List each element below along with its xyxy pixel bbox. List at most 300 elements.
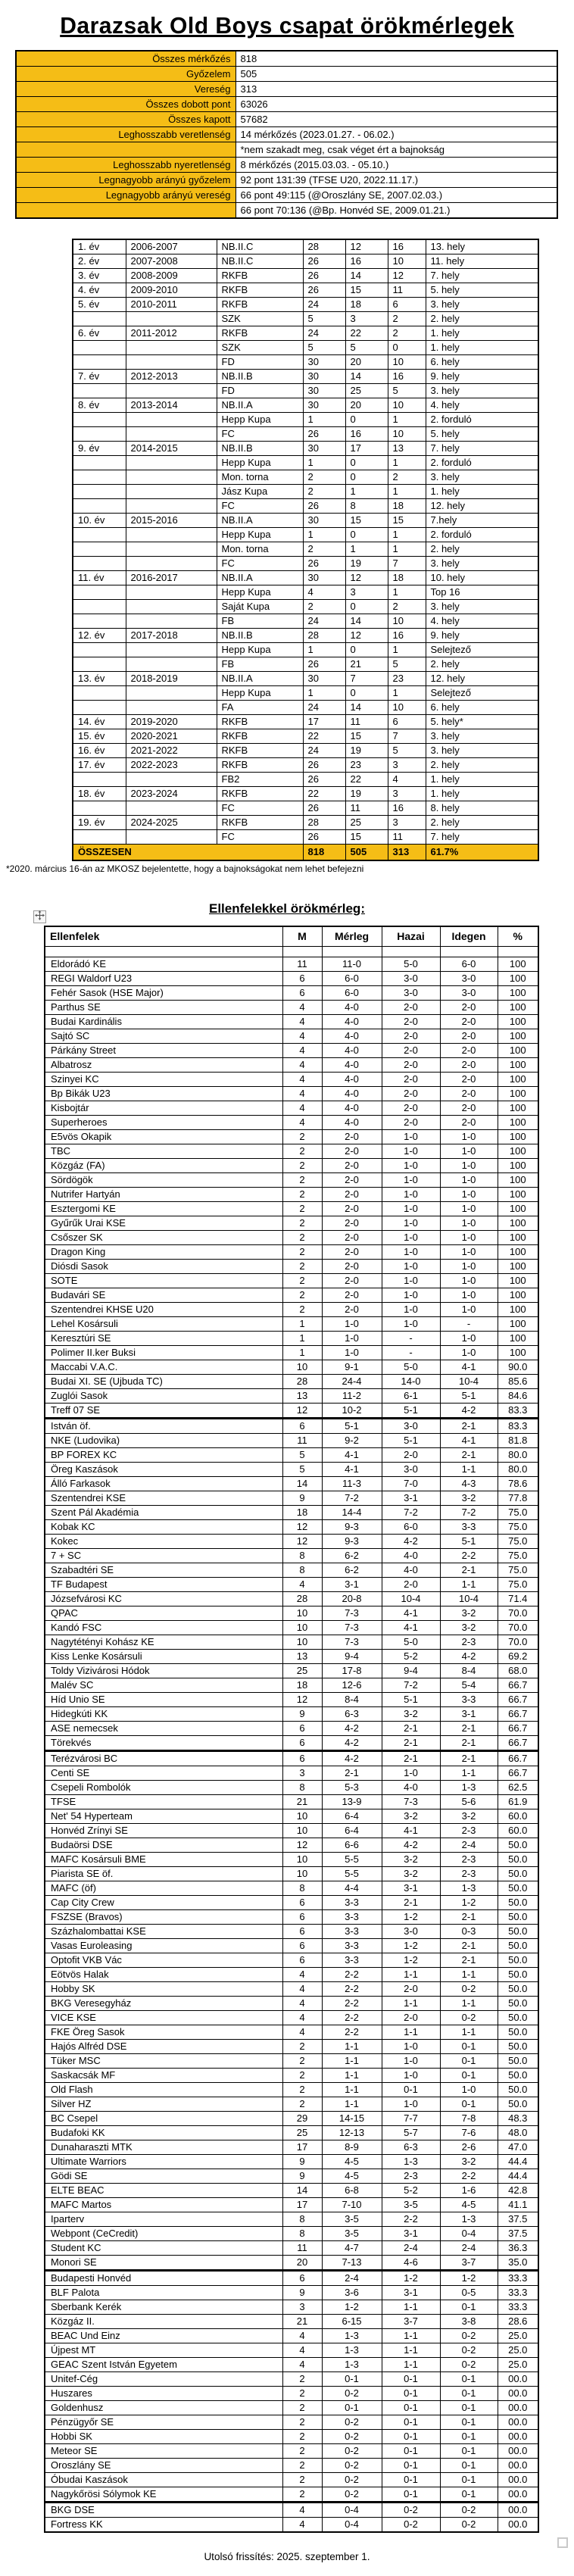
opponent-away: 2-0 bbox=[440, 1058, 498, 1073]
opponent-name: Csepeli Rombolók bbox=[45, 1781, 282, 1795]
opponent-name: Old Flash bbox=[45, 2083, 282, 2097]
summary-value: 505 bbox=[236, 67, 557, 82]
opponent-away: 0-1 bbox=[440, 2372, 498, 2387]
season-place: 9. hely bbox=[426, 370, 538, 384]
season-place: 2. hely bbox=[426, 758, 538, 773]
season-span bbox=[126, 801, 217, 816]
season-year bbox=[73, 355, 126, 370]
opponent-percent: 50.0 bbox=[498, 1953, 538, 1968]
summary-value: 8 mérkőzés (2015.03.03. - 05.10.) bbox=[236, 158, 557, 173]
opponent-name: Budapesti Honvéd bbox=[45, 2271, 282, 2286]
opponent-row bbox=[45, 1101, 538, 1116]
opponent-record: 4-0 bbox=[322, 1044, 382, 1058]
opponent-record: 20-8 bbox=[322, 1592, 382, 1606]
opponent-record: 5-3 bbox=[322, 1781, 382, 1795]
opponent-record: 12-13 bbox=[322, 2126, 382, 2140]
season-year bbox=[73, 413, 126, 427]
opponent-away: 0-1 bbox=[440, 2444, 498, 2459]
opponent-home: 3-1 bbox=[382, 1491, 440, 1506]
opponent-home: 3-2 bbox=[382, 1809, 440, 1824]
season-span: 2013-2014 bbox=[126, 398, 217, 413]
opponent-name: FKE Öreg Sasok bbox=[45, 2025, 282, 2040]
season-row bbox=[73, 557, 538, 571]
season-year bbox=[73, 801, 126, 816]
season-wins: 22 bbox=[345, 326, 388, 341]
opponent-record: 6-4 bbox=[322, 1809, 382, 1824]
opponent-percent: 25.0 bbox=[498, 2343, 538, 2358]
season-competition: RKFB bbox=[217, 269, 303, 283]
opponent-record: 6-15 bbox=[322, 2315, 382, 2329]
opponent-record: 4-0 bbox=[322, 1101, 382, 1116]
season-wins: 1 bbox=[345, 485, 388, 499]
opponent-record: 2-2 bbox=[322, 2025, 382, 2040]
opponent-row bbox=[45, 2198, 538, 2212]
opponent-home: 0-1 bbox=[382, 2415, 440, 2430]
opponent-row bbox=[45, 1506, 538, 1520]
season-span bbox=[126, 557, 217, 571]
season-wins: 3 bbox=[345, 585, 388, 600]
opponent-record: 7-2 bbox=[322, 1491, 382, 1506]
opponent-matches: 2 bbox=[282, 2487, 322, 2503]
opponent-percent: 100 bbox=[498, 1173, 538, 1188]
opponent-name: Gödi SE bbox=[45, 2169, 282, 2184]
opponent-matches: 2 bbox=[282, 1245, 322, 1260]
opponent-percent: 100 bbox=[498, 1159, 538, 1173]
opponent-away: 1-0 bbox=[440, 1173, 498, 1188]
opponent-percent: 75.0 bbox=[498, 1578, 538, 1592]
blank-cell bbox=[498, 947, 538, 957]
opponent-matches: 4 bbox=[282, 1997, 322, 2011]
season-year bbox=[73, 470, 126, 485]
season-matches: 26 bbox=[303, 657, 345, 672]
season-wins: 15 bbox=[345, 283, 388, 298]
opponent-name: Zuglói Sasok bbox=[45, 1389, 282, 1404]
season-wins: 12 bbox=[345, 629, 388, 643]
opponent-name: Sberbank Kerék bbox=[45, 2300, 282, 2315]
opponent-away: 7-8 bbox=[440, 2112, 498, 2126]
season-matches: 30 bbox=[303, 398, 345, 413]
opponent-home: 2-0 bbox=[382, 2011, 440, 2025]
season-wins: 0 bbox=[345, 470, 388, 485]
opponent-matches: 4 bbox=[282, 2011, 322, 2025]
opponent-percent: 66.7 bbox=[498, 1678, 538, 1693]
opponent-percent: 68.0 bbox=[498, 1664, 538, 1678]
opponent-home: 3-0 bbox=[382, 1419, 440, 1434]
opponent-away: 2-4 bbox=[440, 2241, 498, 2256]
season-wins: 20 bbox=[345, 355, 388, 370]
opponent-percent: 00.0 bbox=[498, 2473, 538, 2487]
opponent-name: TFSE bbox=[45, 1795, 282, 1809]
opponent-row bbox=[45, 2473, 538, 2487]
opponent-matches: 29 bbox=[282, 2112, 322, 2126]
season-place: 10. hely bbox=[426, 571, 538, 585]
opponent-percent: 75.0 bbox=[498, 1535, 538, 1549]
opponent-name: Cap City Crew bbox=[45, 1896, 282, 1910]
opponent-record: 5-1 bbox=[322, 1419, 382, 1434]
season-losses: 16 bbox=[388, 239, 426, 254]
season-losses: 10 bbox=[388, 614, 426, 629]
season-wins: 23 bbox=[345, 758, 388, 773]
opponent-record: 1-2 bbox=[322, 2300, 382, 2315]
season-competition: RKFB bbox=[217, 758, 303, 773]
season-matches: 4 bbox=[303, 585, 345, 600]
opponent-home: 1-0 bbox=[382, 1130, 440, 1144]
season-place: 3. hely bbox=[426, 729, 538, 744]
season-span bbox=[126, 355, 217, 370]
opponent-row bbox=[45, 2286, 538, 2300]
season-losses: 1 bbox=[388, 413, 426, 427]
opponents-blank-row bbox=[45, 947, 538, 957]
opponent-percent: 100 bbox=[498, 1188, 538, 1202]
opponent-record: 4-4 bbox=[322, 1881, 382, 1896]
opponent-row bbox=[45, 2459, 538, 2473]
opponent-name: Dragon King bbox=[45, 1245, 282, 1260]
opponent-name: Malév SC bbox=[45, 1678, 282, 1693]
season-place: 3. hely bbox=[426, 470, 538, 485]
opponent-percent: 70.0 bbox=[498, 1621, 538, 1635]
season-year: 12. év bbox=[73, 629, 126, 643]
season-span: 2010-2011 bbox=[126, 298, 217, 312]
season-year: 4. év bbox=[73, 283, 126, 298]
opponent-name: Hajós Alfréd DSE bbox=[45, 2040, 282, 2054]
opponent-away: 1-0 bbox=[440, 1245, 498, 1260]
opponent-home: 0-2 bbox=[382, 2503, 440, 2518]
opponent-record: 6-2 bbox=[322, 1563, 382, 1578]
opponent-record: 1-0 bbox=[322, 1317, 382, 1332]
opponent-away: 0-1 bbox=[440, 2387, 498, 2401]
opponent-row bbox=[45, 1448, 538, 1463]
season-losses: 18 bbox=[388, 571, 426, 585]
opponent-away: 2-2 bbox=[440, 2169, 498, 2184]
opponent-record: 2-2 bbox=[322, 2011, 382, 2025]
season-year bbox=[73, 686, 126, 701]
opponent-away: 1-6 bbox=[440, 2184, 498, 2198]
opponent-away: 0-1 bbox=[440, 2069, 498, 2083]
opponent-home: 1-1 bbox=[382, 1968, 440, 1982]
opponent-record: 2-0 bbox=[322, 1216, 382, 1231]
opponent-percent: 100 bbox=[498, 1260, 538, 1274]
opponent-name: Nutrifer Hartyán bbox=[45, 1188, 282, 1202]
opponent-name: Szabadtéri SE bbox=[45, 1563, 282, 1578]
opponent-matches: 4 bbox=[282, 2025, 322, 2040]
opponent-record: 4-5 bbox=[322, 2169, 382, 2184]
opponent-away: 1-1 bbox=[440, 1968, 498, 1982]
season-year: 7. év bbox=[73, 370, 126, 384]
opponent-away: 1-0 bbox=[440, 1202, 498, 1216]
opponent-row bbox=[45, 1953, 538, 1968]
opponent-percent: 100 bbox=[498, 957, 538, 972]
opponent-record: 0-2 bbox=[322, 2444, 382, 2459]
opponent-name: TF Budapest bbox=[45, 1578, 282, 1592]
season-losses: 11 bbox=[388, 830, 426, 845]
season-place: 2. hely bbox=[426, 542, 538, 557]
opponent-away: 7-2 bbox=[440, 1506, 498, 1520]
opponent-home: 1-1 bbox=[382, 2329, 440, 2343]
opponent-away: 5-4 bbox=[440, 1678, 498, 1693]
season-span: 2015-2016 bbox=[126, 514, 217, 528]
opponent-row bbox=[45, 1001, 538, 1015]
summary-label: Összes mérkőzés bbox=[16, 51, 236, 67]
opponent-row bbox=[45, 972, 538, 986]
opponent-matches: 9 bbox=[282, 1491, 322, 1506]
opponent-row bbox=[45, 1419, 538, 1434]
opponent-name: Ultimate Warriors bbox=[45, 2155, 282, 2169]
opponent-row bbox=[45, 2184, 538, 2198]
opponent-percent: 35.0 bbox=[498, 2256, 538, 2271]
opponent-name: TBC bbox=[45, 1144, 282, 1159]
opponent-home: 1-1 bbox=[382, 1997, 440, 2011]
season-span bbox=[126, 413, 217, 427]
season-span bbox=[126, 773, 217, 787]
blank-cell bbox=[282, 947, 322, 957]
season-row bbox=[73, 413, 538, 427]
opponent-record: 12-6 bbox=[322, 1678, 382, 1693]
season-place: 2. hely bbox=[426, 657, 538, 672]
opponent-percent: 100 bbox=[498, 1288, 538, 1303]
opponent-home: 1-0 bbox=[382, 1317, 440, 1332]
opponent-percent: 66.7 bbox=[498, 1751, 538, 1766]
opponent-record: 4-0 bbox=[322, 1073, 382, 1087]
opponent-name: Törekvés bbox=[45, 1736, 282, 1751]
opponent-row bbox=[45, 1606, 538, 1621]
opponent-name: MAFC (öf) bbox=[45, 1881, 282, 1896]
season-span bbox=[126, 830, 217, 845]
opponent-percent: 36.3 bbox=[498, 2241, 538, 2256]
season-year bbox=[73, 542, 126, 557]
opponent-row bbox=[45, 1463, 538, 1477]
opponent-matches: 4 bbox=[282, 2358, 322, 2372]
opponent-percent: 71.4 bbox=[498, 1592, 538, 1606]
season-row bbox=[73, 614, 538, 629]
opponent-percent: 50.0 bbox=[498, 1910, 538, 1925]
season-place: 12. hely bbox=[426, 672, 538, 686]
opponent-percent: 81.8 bbox=[498, 1434, 538, 1448]
opponent-name: Toldy Vizivárosi Hódok bbox=[45, 1664, 282, 1678]
opponent-record: 11-3 bbox=[322, 1477, 382, 1491]
opponent-home: 1-0 bbox=[382, 1260, 440, 1274]
season-row bbox=[73, 370, 538, 384]
opponent-matches: 4 bbox=[282, 2503, 322, 2518]
season-place: 1. hely bbox=[426, 773, 538, 787]
opponent-home: 0-2 bbox=[382, 2518, 440, 2533]
opponent-record: 17-8 bbox=[322, 1664, 382, 1678]
season-year: 5. év bbox=[73, 298, 126, 312]
opponent-row bbox=[45, 1838, 538, 1853]
opponent-row bbox=[45, 2329, 538, 2343]
season-place: 4. hely bbox=[426, 398, 538, 413]
opponent-home: 1-2 bbox=[382, 2271, 440, 2286]
opponent-away: 0-1 bbox=[440, 2054, 498, 2069]
season-losses: 2 bbox=[388, 326, 426, 341]
opponent-away: 1-2 bbox=[440, 2271, 498, 2286]
season-competition: FC bbox=[217, 830, 303, 845]
season-row bbox=[73, 744, 538, 758]
season-matches: 1 bbox=[303, 643, 345, 657]
season-span bbox=[126, 686, 217, 701]
opponent-home: 1-3 bbox=[382, 2155, 440, 2169]
opponent-away: 2-1 bbox=[440, 1419, 498, 1434]
season-year: 13. év bbox=[73, 672, 126, 686]
opponent-row bbox=[45, 1795, 538, 1809]
season-losses: 2 bbox=[388, 312, 426, 326]
opponent-matches: 2 bbox=[282, 1159, 322, 1173]
opponent-record: 3-3 bbox=[322, 1939, 382, 1953]
season-row bbox=[73, 715, 538, 729]
opponent-record: 0-4 bbox=[322, 2518, 382, 2533]
opponent-home: 4-1 bbox=[382, 1606, 440, 1621]
summary-row bbox=[16, 188, 557, 203]
opponent-percent: 33.3 bbox=[498, 2300, 538, 2315]
opponent-name: Nagykőrösi Sólymok KE bbox=[45, 2487, 282, 2503]
opponent-away: 1-0 bbox=[440, 1288, 498, 1303]
season-span bbox=[126, 542, 217, 557]
season-competition: Hepp Kupa bbox=[217, 585, 303, 600]
opponent-home: 4-0 bbox=[382, 1781, 440, 1795]
opponent-name: VICE KSE bbox=[45, 2011, 282, 2025]
season-row bbox=[73, 571, 538, 585]
opponent-home: 2-0 bbox=[382, 1116, 440, 1130]
opponent-away: 1-1 bbox=[440, 2025, 498, 2040]
opponent-row bbox=[45, 1087, 538, 1101]
opponent-percent: 100 bbox=[498, 1274, 538, 1288]
opponent-matches: 2 bbox=[282, 2097, 322, 2112]
opponent-name: BC Csepel bbox=[45, 2112, 282, 2126]
season-year bbox=[73, 614, 126, 629]
opponent-row bbox=[45, 1058, 538, 1073]
season-matches: 26 bbox=[303, 830, 345, 845]
opponent-away: 2-0 bbox=[440, 1044, 498, 1058]
opponent-row bbox=[45, 1925, 538, 1939]
season-place: 3. hely bbox=[426, 744, 538, 758]
opponent-row bbox=[45, 1853, 538, 1867]
opponent-matches: 4 bbox=[282, 2518, 322, 2533]
summary-row bbox=[16, 203, 557, 219]
opponent-name: QPAC bbox=[45, 1606, 282, 1621]
opponent-record: 0-4 bbox=[322, 2503, 382, 2518]
season-wins: 21 bbox=[345, 657, 388, 672]
opponent-away: 1-1 bbox=[440, 1997, 498, 2011]
opponent-record: 3-3 bbox=[322, 1910, 382, 1925]
opponent-away: 2-6 bbox=[440, 2140, 498, 2155]
opponent-matches: 21 bbox=[282, 1795, 322, 1809]
opponent-home: 2-1 bbox=[382, 1896, 440, 1910]
opponent-away: 2-0 bbox=[440, 1087, 498, 1101]
opponent-record: 2-0 bbox=[322, 1260, 382, 1274]
opponent-name: István öf. bbox=[45, 1419, 282, 1434]
opponent-percent: 50.0 bbox=[498, 2069, 538, 2083]
table-move-handle[interactable] bbox=[33, 910, 46, 923]
opponent-name: Budai XI. SE (Ujbuda TC) bbox=[45, 1375, 282, 1389]
season-matches: 30 bbox=[303, 370, 345, 384]
summary-value: *nem szakadt meg, csak véget ért a bajnokság bbox=[236, 142, 557, 158]
season-place: 3. hely bbox=[426, 384, 538, 398]
opponent-name: Goldenhusz bbox=[45, 2401, 282, 2415]
opponent-percent: 75.0 bbox=[498, 1506, 538, 1520]
opponent-home: 5-1 bbox=[382, 1693, 440, 1707]
opponent-home: 5-0 bbox=[382, 1635, 440, 1650]
opponent-name: Net' 54 Hyperteam bbox=[45, 1809, 282, 1824]
season-row bbox=[73, 254, 538, 269]
opponent-row bbox=[45, 1520, 538, 1535]
opponent-matches: 4 bbox=[282, 1087, 322, 1101]
season-competition: NB.II.B bbox=[217, 629, 303, 643]
opponent-matches: 2 bbox=[282, 2444, 322, 2459]
opponent-matches: 20 bbox=[282, 2256, 322, 2271]
opponent-name: Vasas Euroleasing bbox=[45, 1939, 282, 1953]
opponent-matches: 2 bbox=[282, 2401, 322, 2415]
opponent-away: 3-2 bbox=[440, 1606, 498, 1621]
blank-cell bbox=[45, 947, 282, 957]
season-year bbox=[73, 830, 126, 845]
opponent-row bbox=[45, 1044, 538, 1058]
opponent-matches: 9 bbox=[282, 2169, 322, 2184]
opponent-row bbox=[45, 1332, 538, 1346]
opponent-percent: 100 bbox=[498, 1029, 538, 1044]
page-title: Darazsak Old Boys csapat örökmérlegek bbox=[60, 12, 514, 39]
season-row bbox=[73, 485, 538, 499]
opponent-percent: 00.0 bbox=[498, 2459, 538, 2473]
opponent-away: - bbox=[440, 1317, 498, 1332]
season-wins: 0 bbox=[345, 413, 388, 427]
opponent-away: 0-1 bbox=[440, 2487, 498, 2503]
opponent-matches: 12 bbox=[282, 1520, 322, 1535]
season-year bbox=[73, 312, 126, 326]
season-span bbox=[126, 701, 217, 715]
opponent-row bbox=[45, 1824, 538, 1838]
opponent-record: 10-2 bbox=[322, 1404, 382, 1419]
opponent-row bbox=[45, 2271, 538, 2286]
opponent-row bbox=[45, 2054, 538, 2069]
opponents-table bbox=[44, 926, 539, 2533]
season-wins: 14 bbox=[345, 701, 388, 715]
season-matches: 1 bbox=[303, 528, 345, 542]
season-year: 10. év bbox=[73, 514, 126, 528]
opponent-row bbox=[45, 1404, 538, 1419]
opponent-home: 1-0 bbox=[382, 2040, 440, 2054]
opponent-matches: 12 bbox=[282, 1404, 322, 1419]
opponent-record: 9-3 bbox=[322, 1520, 382, 1535]
opponent-matches: 2 bbox=[282, 2083, 322, 2097]
opponent-row bbox=[45, 1015, 538, 1029]
opponent-record: 0-2 bbox=[322, 2387, 382, 2401]
opponent-home: 1-2 bbox=[382, 1953, 440, 1968]
opponent-away: 1-0 bbox=[440, 1216, 498, 1231]
season-losses: 16 bbox=[388, 370, 426, 384]
opponent-home: 1-0 bbox=[382, 1303, 440, 1317]
opponent-home: 1-0 bbox=[382, 2097, 440, 2112]
opponents-header-row bbox=[45, 926, 538, 947]
opponent-name: Hobbi SK bbox=[45, 2430, 282, 2444]
season-row bbox=[73, 773, 538, 787]
opponent-home: 3-0 bbox=[382, 972, 440, 986]
opponent-home: 14-0 bbox=[382, 1375, 440, 1389]
season-wins: 11 bbox=[345, 715, 388, 729]
opponent-matches: 9 bbox=[282, 1707, 322, 1722]
opponent-record: 7-3 bbox=[322, 1606, 382, 1621]
column-header-name: Ellenfelek bbox=[45, 926, 282, 947]
opponent-percent: 37.5 bbox=[498, 2227, 538, 2241]
opponent-matches: 9 bbox=[282, 2286, 322, 2300]
opponent-home: 1-0 bbox=[382, 1159, 440, 1173]
opponent-name: Piarista SE öf. bbox=[45, 1867, 282, 1881]
selection-handle[interactable] bbox=[557, 2537, 568, 2548]
move-arrows-icon bbox=[35, 910, 45, 924]
season-row bbox=[73, 801, 538, 816]
summary-label: Összes dobott pont bbox=[16, 97, 236, 112]
season-span: 2008-2009 bbox=[126, 269, 217, 283]
opponent-home: 4-2 bbox=[382, 1838, 440, 1853]
opponent-percent: 50.0 bbox=[498, 2025, 538, 2040]
